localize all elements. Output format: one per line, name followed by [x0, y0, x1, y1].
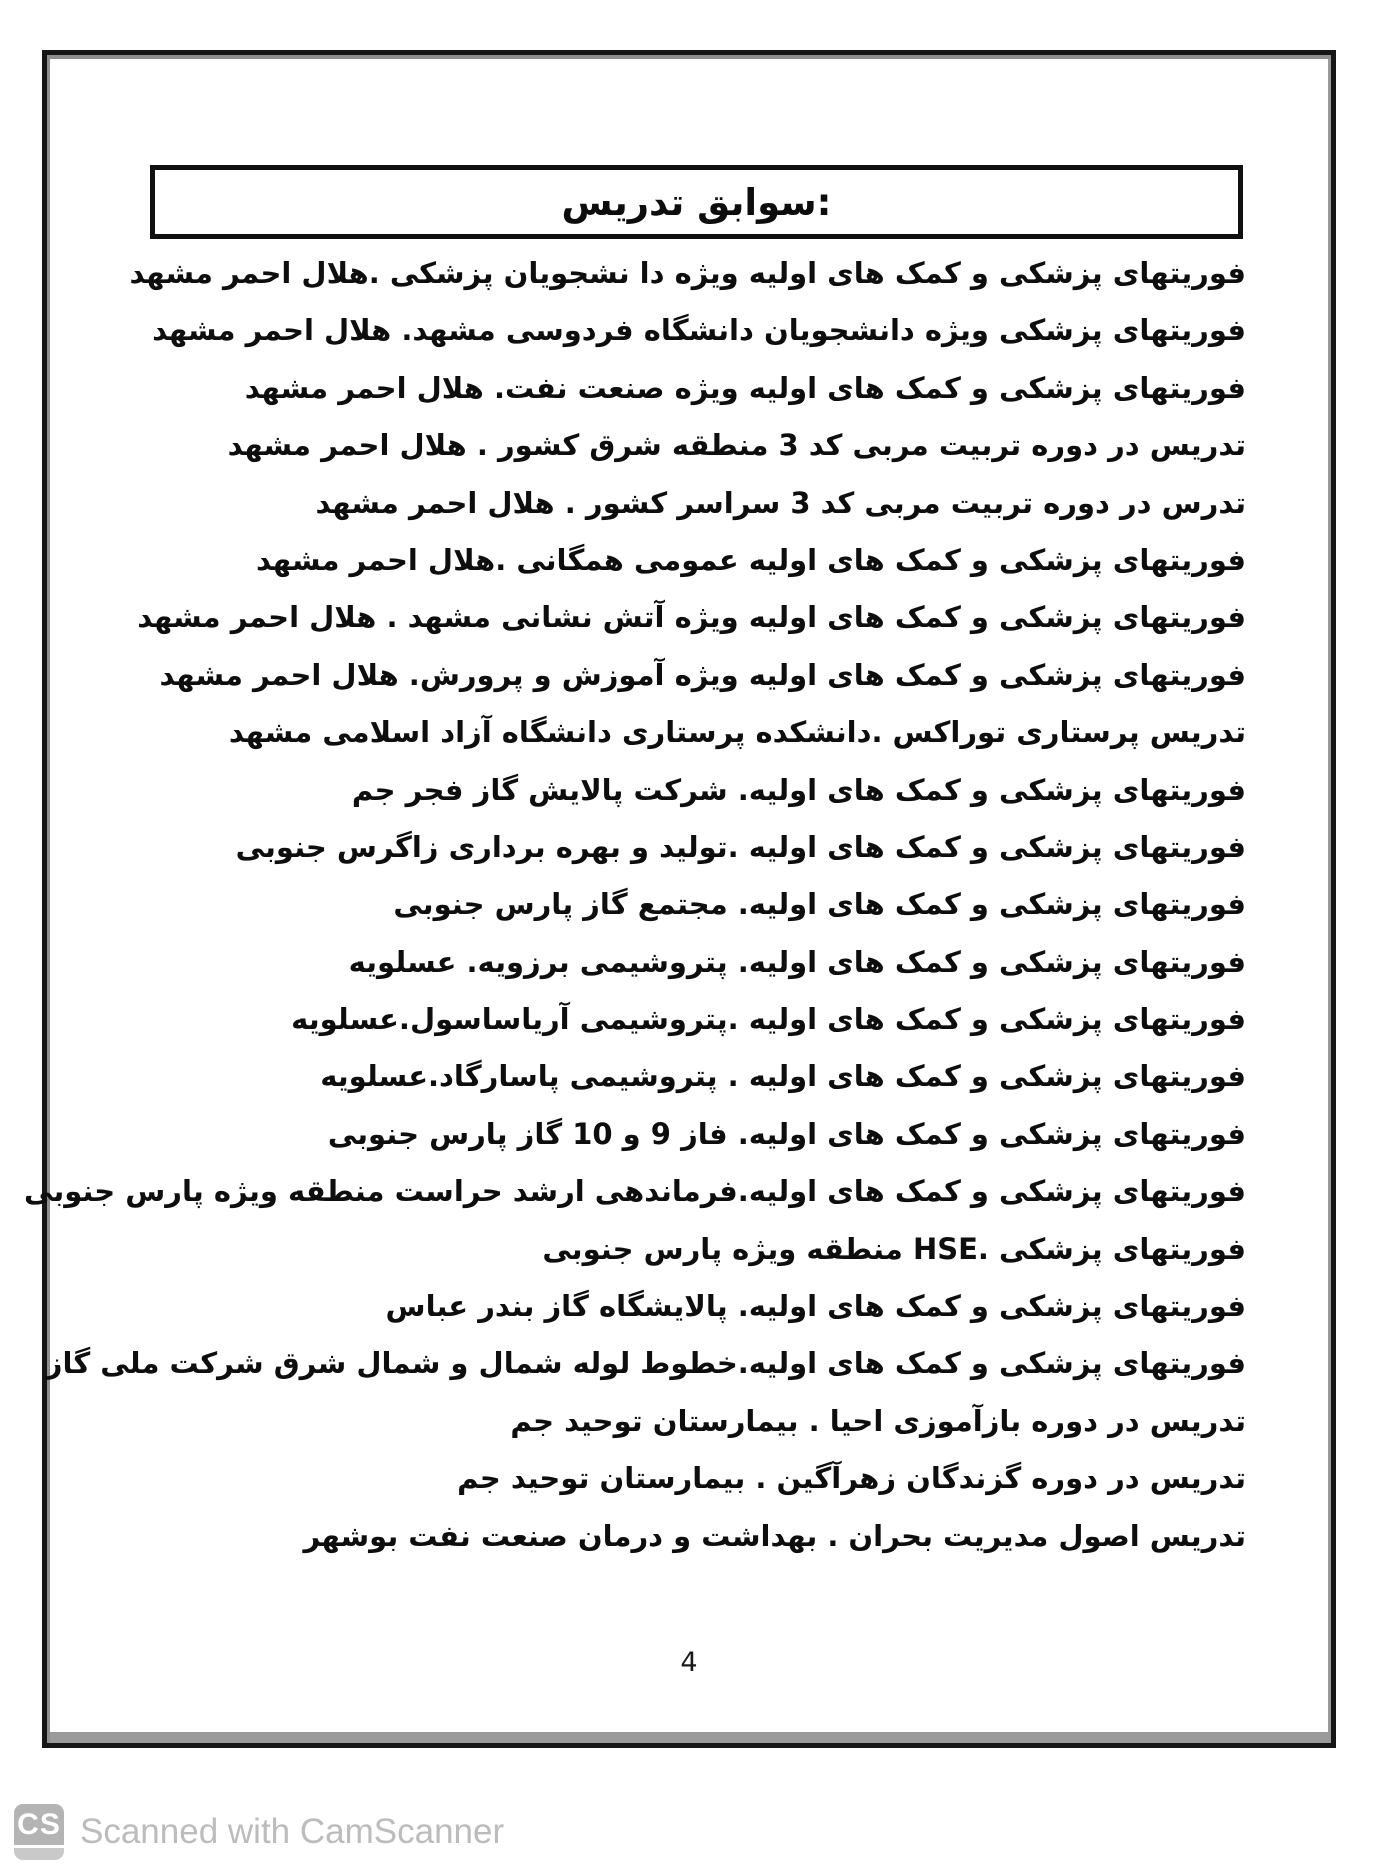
experience-line: فوریتهای پزشکی و کمک های اولیه ویژه صنعت نفت. هلال احمر مشهد: [244, 370, 1246, 405]
experience-line: فوریتهای پزشکی و کمک های اولیه ویژه دا نشجویان پزشکی .هلال احمر مشهد: [129, 256, 1246, 290]
experience-line: تدرس در دوره تربیت مربی کد 3 سراسر کشور . هلال احمر مشهد: [315, 485, 1246, 520]
experience-line: فوریتهای پزشکی و کمک های اولیه .پتروشیمی آریاساسول.عسلویه: [291, 1002, 1246, 1037]
camscanner-logo-letters: CS: [17, 1808, 61, 1841]
experience-line: فوریتهای پزشکی و کمک های اولیه. فاز 9 و 10 گاز پارس جنوبی: [327, 1116, 1246, 1151]
camscanner-caption: Scanned with CamScanner: [80, 1812, 505, 1851]
experience-line: فوریتهای پزشکی و کمک های اولیه. مجتمع گاز پارس جنوبی: [393, 887, 1246, 922]
experience-line: تدریس در دوره گزندگان زهرآگین . بیمارستان توحید جم: [457, 1461, 1246, 1496]
experience-line: فوریتهای پزشکی و کمک های اولیه . پتروشیمی پاسارگاد.عسلویه: [320, 1059, 1246, 1094]
experience-line: فوریتهای پزشکی ویژه دانشجویان دانشگاه فردوسی مشهد. هلال احمر مشهد: [152, 313, 1246, 348]
section-title: سوابق تدریس:: [561, 180, 832, 224]
experience-line: فوریتهای پزشکی و کمک های اولیه ویژه آموزش و پرورش. هلال احمر مشهد: [159, 657, 1246, 692]
experience-line: تدریس پرستاری توراکس .دانشکده پرستاری دانشگاه آزاد اسلامی مشهد: [228, 715, 1246, 750]
experience-line: فوریتهای پزشکی و کمک های اولیه .تولید و بهره برداری زاگرس جنوبی: [235, 829, 1246, 864]
teaching-experience-list: [24, 245, 1246, 1565]
scanned-page: [24, 50, 1336, 1748]
page-number: 4: [680, 1647, 698, 1678]
experience-line: تدریس در دوره تربیت مربی کد 3 منطقه شرق کشور . هلال احمر مشهد: [227, 428, 1246, 463]
experience-line: فوریتهای پزشکی و کمک های اولیه.خطوط لوله شمال و شمال شرق شرکت ملی گاز: [45, 1346, 1246, 1381]
experience-line: فوریتهای پزشکی و کمک های اولیه. شرکت پالایش گاز فجر جم: [351, 772, 1246, 807]
experience-line: فوریتهای پزشکی و کمک های اولیه عمومی همگانی .هلال احمر مشهد: [256, 542, 1246, 577]
experience-line: فوریتهای پزشکی و کمک های اولیه.فرماندهی ارشد حراست منطقه ویژه پارس جنوبی: [24, 1174, 1246, 1209]
experience-line: تدریس اصول مدیریت بحران . بهداشت و درمان صنعت نفت بوشهر: [303, 1518, 1246, 1553]
experience-line: فوریتهای پزشکی و کمک های اولیه ویژه آتش نشانی مشهد . هلال احمر مشهد: [137, 600, 1246, 635]
camscanner-logo-icon: [14, 1804, 64, 1860]
experience-line: فوریتهای پزشکی و کمک های اولیه. پالایشگاه گاز بندر عباس: [385, 1289, 1246, 1324]
experience-line: تدریس در دوره بازآموزی احیا . بیمارستان توحید جم: [510, 1403, 1246, 1438]
camscanner-footer: [14, 1804, 504, 1860]
experience-line: فوریتهای پزشکی .HSE منطقه ویژه پارس جنوبی: [542, 1231, 1246, 1266]
section-title-box: [150, 165, 1243, 239]
experience-line: فوریتهای پزشکی و کمک های اولیه. پتروشیمی برزویه. عسلویه: [348, 944, 1246, 979]
